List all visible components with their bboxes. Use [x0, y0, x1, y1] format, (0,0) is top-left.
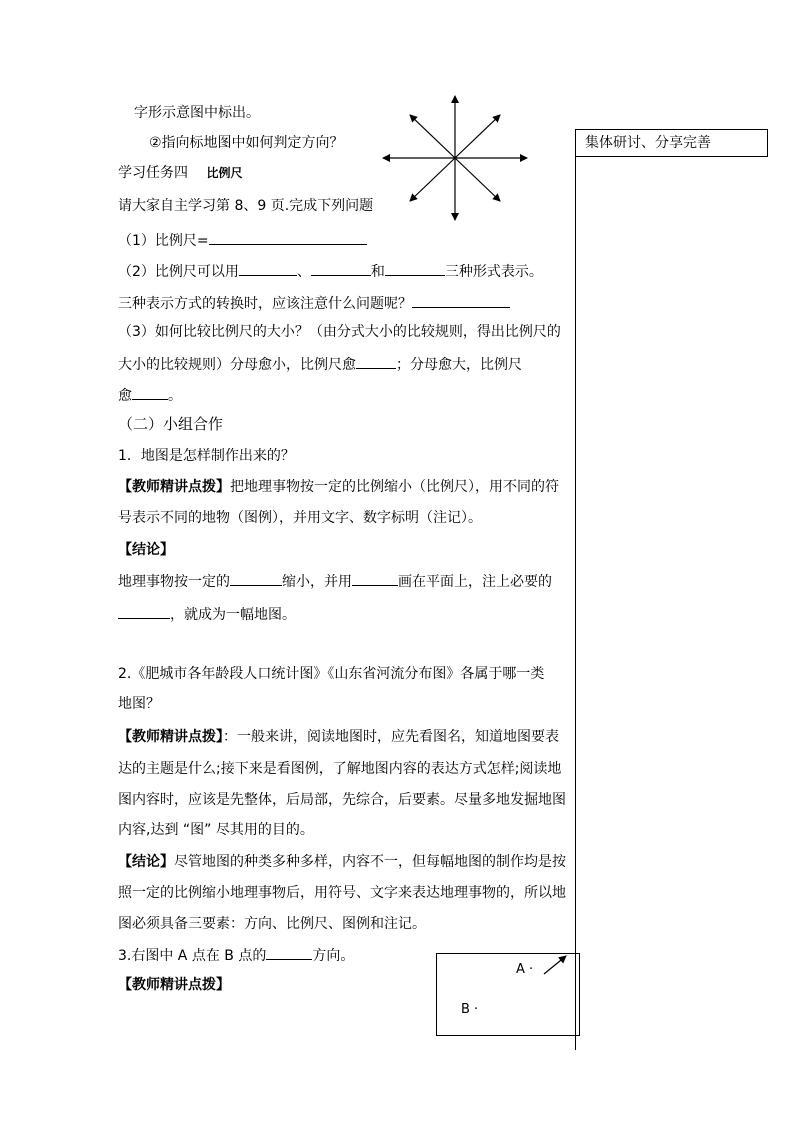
- answer-blank[interactable]: [356, 353, 396, 369]
- scale-q3-text-a: 大小的比较规则）分母愈小，比例尺愈: [118, 357, 356, 373]
- answer-blank[interactable]: [230, 570, 282, 586]
- map-point-a: A ·: [516, 962, 534, 977]
- conclusion-2-text: 尽管地图的种类多种多样，内容不一，但每幅地图的制作均是按: [174, 854, 566, 870]
- teacher-tip-2-line3: 图内容时，应该是先整体，后局部，先综合，后要素。尽量多地发掘地图: [118, 792, 566, 808]
- scale-question-2: [118, 260, 543, 282]
- teacher-tip-1-line1: [118, 477, 559, 497]
- teacher-tip-2-text: ：一般来讲，阅读地图时，应先看图名，知道地图要表: [223, 729, 559, 745]
- answer-blank[interactable]: [385, 260, 445, 276]
- conclusion-label: 【结论】: [118, 854, 174, 870]
- side-panel-label: 集体研讨、分享完善: [575, 129, 768, 157]
- answer-blank[interactable]: [412, 292, 510, 308]
- answer-blank[interactable]: [118, 603, 170, 619]
- answer-blank[interactable]: [311, 260, 371, 276]
- group-question-1: 1．地图是怎样制作出来的？: [118, 448, 295, 464]
- q3-text-b: 方向。: [312, 948, 355, 964]
- teacher-tip-2-line2: 达的主题是什么;接下来是看图例，了解地图内容的表达方式怎样;阅读地: [118, 761, 562, 777]
- scale-q3-text-b: ；分母愈大，比例尺: [396, 357, 522, 373]
- scale-question-3-line1: （3）如何比较比例尺的大小？（由分式大小的比较规则，得出比例尺的: [118, 324, 561, 340]
- answer-blank[interactable]: [209, 229, 367, 245]
- teacher-tip-2-line4: 内容,达到 “图” 尽其用的目的。: [118, 822, 314, 838]
- scale-question-2-line2: [118, 292, 510, 314]
- conclusion-text-d: ，就成为一幅地图。: [170, 607, 296, 623]
- q3-text-a: 3.右图中 A 点在 B 点的: [118, 948, 267, 964]
- conclusion-text-b: 缩小，并用: [282, 574, 352, 590]
- teacher-tip-label: 【教师精讲点拨】: [118, 479, 230, 495]
- scale-q2-text-d: 三种形式表示。: [444, 264, 543, 280]
- conclusion-line2: [118, 603, 296, 625]
- scale-q1-text: （1）比例尺=: [118, 233, 209, 249]
- conclusion-text-c: 画在平面上，注上必要的: [398, 574, 552, 590]
- scale-q3-text-c: 愈: [118, 388, 132, 404]
- header-line1: 字形示意图中标出。: [134, 105, 260, 121]
- group-question-3: [118, 944, 354, 966]
- conclusion-2-line1: [118, 852, 566, 872]
- scale-q2-text-a: （2）比例尺可以用: [118, 264, 239, 280]
- conclusion-line1: [118, 570, 552, 592]
- scale-question-3-line2: [118, 353, 522, 375]
- map-point-b: B ·: [461, 1002, 479, 1017]
- scale-question-1: [118, 229, 367, 251]
- task4-title: 学习任务四: [118, 165, 188, 181]
- teacher-tip-label: 【教师精讲点拨】: [118, 729, 223, 745]
- conclusion-text-a: 地理事物按一定的: [118, 574, 230, 590]
- scale-q2-text-c: 和: [370, 264, 385, 280]
- group-heading: （二）小组合作: [118, 415, 224, 433]
- scale-q3-text-d: 。: [168, 388, 182, 404]
- conclusion-label: 【结论】: [118, 542, 174, 558]
- answer-blank[interactable]: [352, 570, 398, 586]
- teacher-tip-1-text: 把地理事物按一定的比例缩小（比例尺），用不同的符: [230, 479, 559, 495]
- side-divider-line: [575, 157, 576, 1050]
- answer-blank[interactable]: [266, 944, 312, 960]
- scale-q2-text-b: 、: [296, 264, 311, 280]
- teacher-tip-3-label: 【教师精讲点拨】: [118, 977, 230, 993]
- conclusion-2-line2: 照一定的比例缩小地理事物后，用符号、文字来表达地理事物的，所以地: [118, 885, 566, 901]
- group-question-2-line1: 2.《肥城市各年龄段人口统计图》《山东省河流分布图》各属于哪一类: [118, 666, 545, 682]
- answer-blank[interactable]: [239, 260, 297, 276]
- group-question-2-line2: 地图？: [118, 696, 160, 712]
- task4-heading: [118, 163, 242, 183]
- task4-instruction: 请大家自主学习第 8、9 页.完成下列问题: [118, 198, 374, 214]
- teacher-tip-1-line2: 号表示不同的地物（图例），并用文字、数字标明（注记）。: [118, 510, 482, 526]
- scale-q2-line2-text: 三种表示方式的转换时，应该注意什么问题呢？: [118, 296, 412, 312]
- answer-blank[interactable]: [132, 384, 168, 400]
- conclusion-2-line3: 图必须具备三要素：方向、比例尺、图例和注记。: [118, 916, 426, 932]
- task4-subtitle: 比例尺: [206, 166, 243, 180]
- compass-rose-diagram: [380, 93, 530, 223]
- question-direction: ②指向标地图中如何判定方向？: [149, 135, 344, 151]
- teacher-tip-2-line1: [118, 727, 559, 747]
- scale-question-3-line3: [118, 384, 182, 406]
- north-arrow-icon: [540, 953, 570, 977]
